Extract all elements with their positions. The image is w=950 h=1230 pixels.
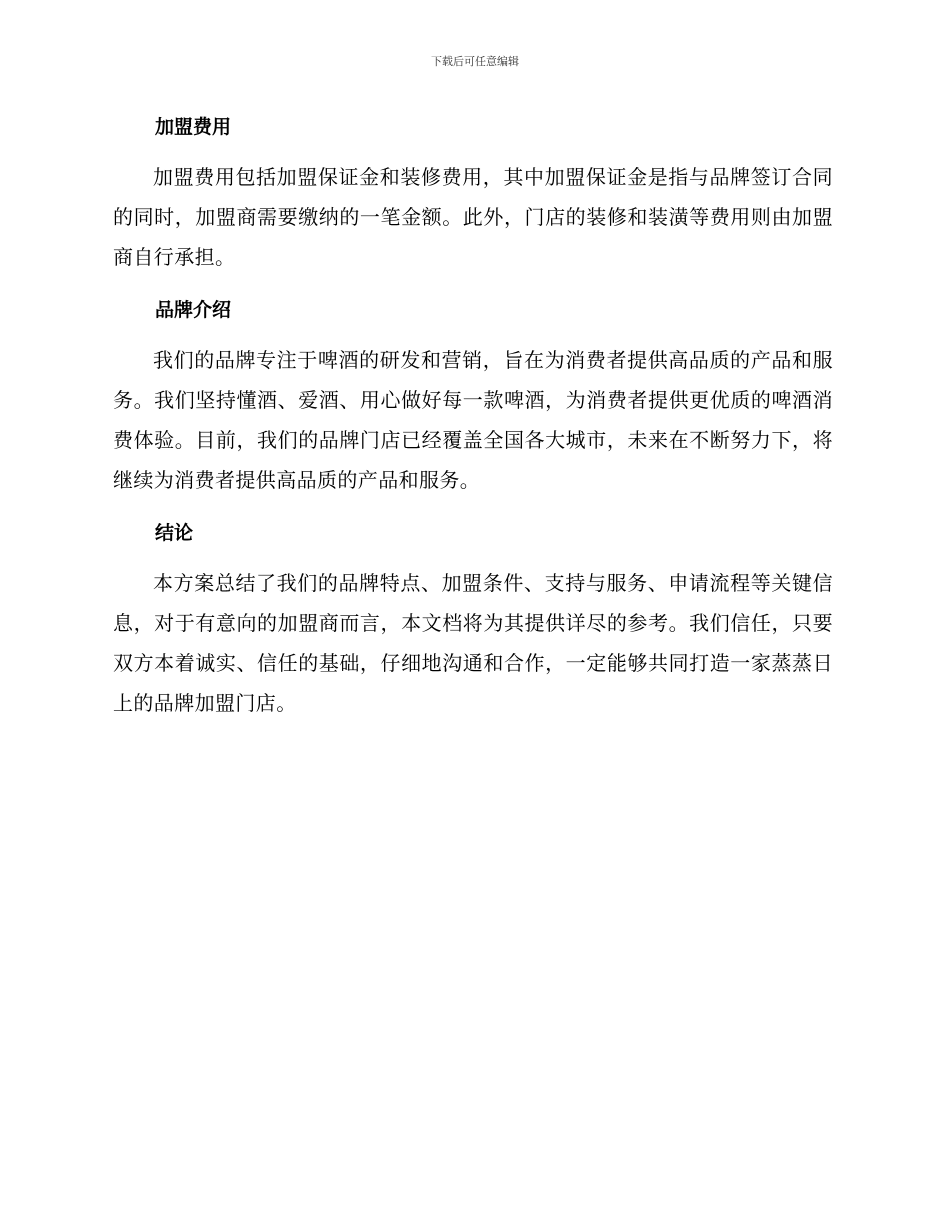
section-brand-intro (113, 295, 833, 500)
document-body (113, 112, 833, 741)
section-paragraph: 加盟费用包括加盟保证金和装修费用，其中加盟保证金是指与品牌签订合同的同时，加盟商需要缴纳的一笔金额。此外，门店的装修和装潢等费用则由加盟商自行承担。 (113, 165, 833, 269)
section-franchise-fee (113, 112, 833, 277)
section-paragraph: 我们的品牌专注于啤酒的研发和营销，旨在为消费者提供高品质的产品和服务。我们坚持懂酒、爱酒、用心做好每一款啤酒，为消费者提供更优质的啤酒消费体验。目前，我们的品牌门店已经覆盖全国各大城市，未来在不断努力下，将继续为消费者提供高品质的产品和服务。 (113, 348, 833, 492)
section-conclusion (113, 518, 833, 723)
section-title: 加盟费用 (155, 116, 232, 138)
section-title: 结论 (155, 522, 194, 544)
section-paragraph: 本方案总结了我们的品牌特点、加盟条件、支持与服务、申请流程等关键信息，对于有意向的加盟商而言，本文档将为其提供详尽的参考。我们信任，只要双方本着诚实、信任的基础，仔细地沟通和合作，一定能够共同打造一家蒸蒸日上的品牌加盟门店。 (113, 571, 833, 715)
section-title: 品牌介绍 (155, 299, 232, 321)
page-header: 下载后可任意编辑 (431, 55, 519, 68)
